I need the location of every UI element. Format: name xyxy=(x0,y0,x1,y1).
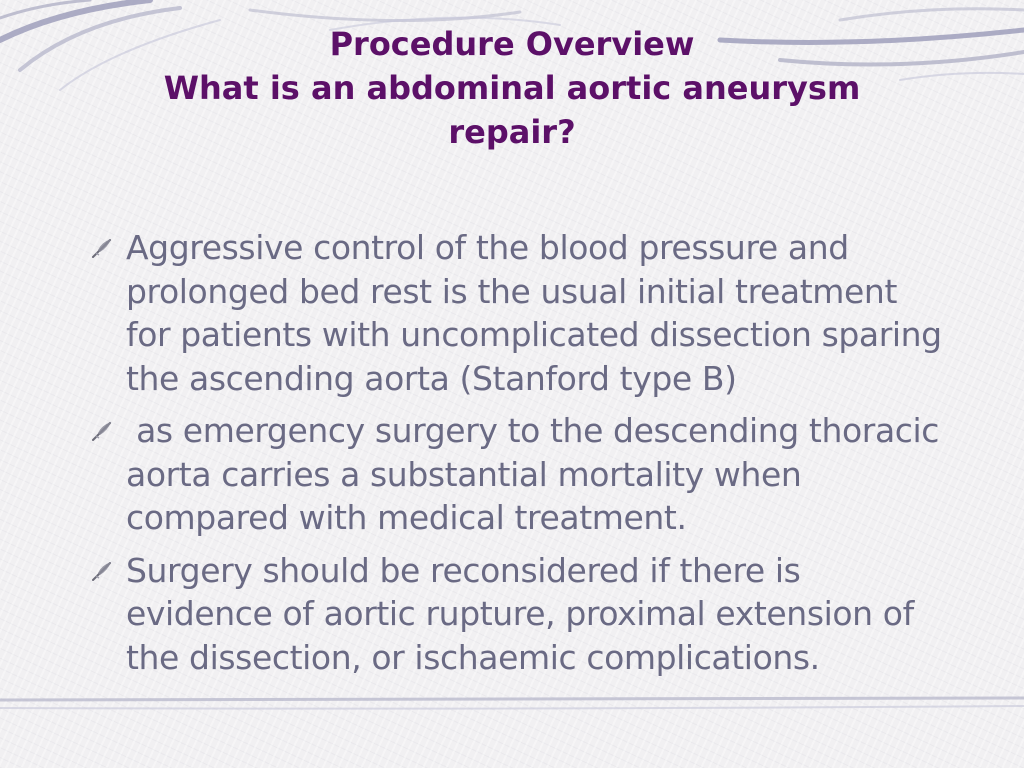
slide-title-line-1: Procedure Overview xyxy=(329,25,695,63)
bullet-text: Aggressive control of the blood pressure and prolonged bed rest is the usual initial treatment for patients with uncomplicated dissection sparing the ascending aorta (Stanford type B) xyxy=(126,228,942,398)
feather-quill-icon xyxy=(90,419,114,443)
bullet-item-3 xyxy=(90,549,950,680)
bullet-text: as emergency surgery to the descending thoracic aorta carries a substantial mortality when compared with medical treatment. xyxy=(126,411,950,537)
slide-title-line-3: repair? xyxy=(448,113,576,151)
bullet-text: Surgery should be reconsidered if there is evidence of aortic rupture, proximal extension of the dissection, or ischaemic complications. xyxy=(126,550,914,677)
bullet-list xyxy=(90,226,950,688)
feather-quill-icon xyxy=(90,559,114,583)
slide-title-line-2: What is an abdominal aortic aneurysm xyxy=(163,69,861,107)
bullet-item-2 xyxy=(90,409,950,540)
bullet-item-1 xyxy=(90,226,950,400)
slide-title xyxy=(0,22,1024,154)
feather-quill-icon xyxy=(90,236,114,260)
